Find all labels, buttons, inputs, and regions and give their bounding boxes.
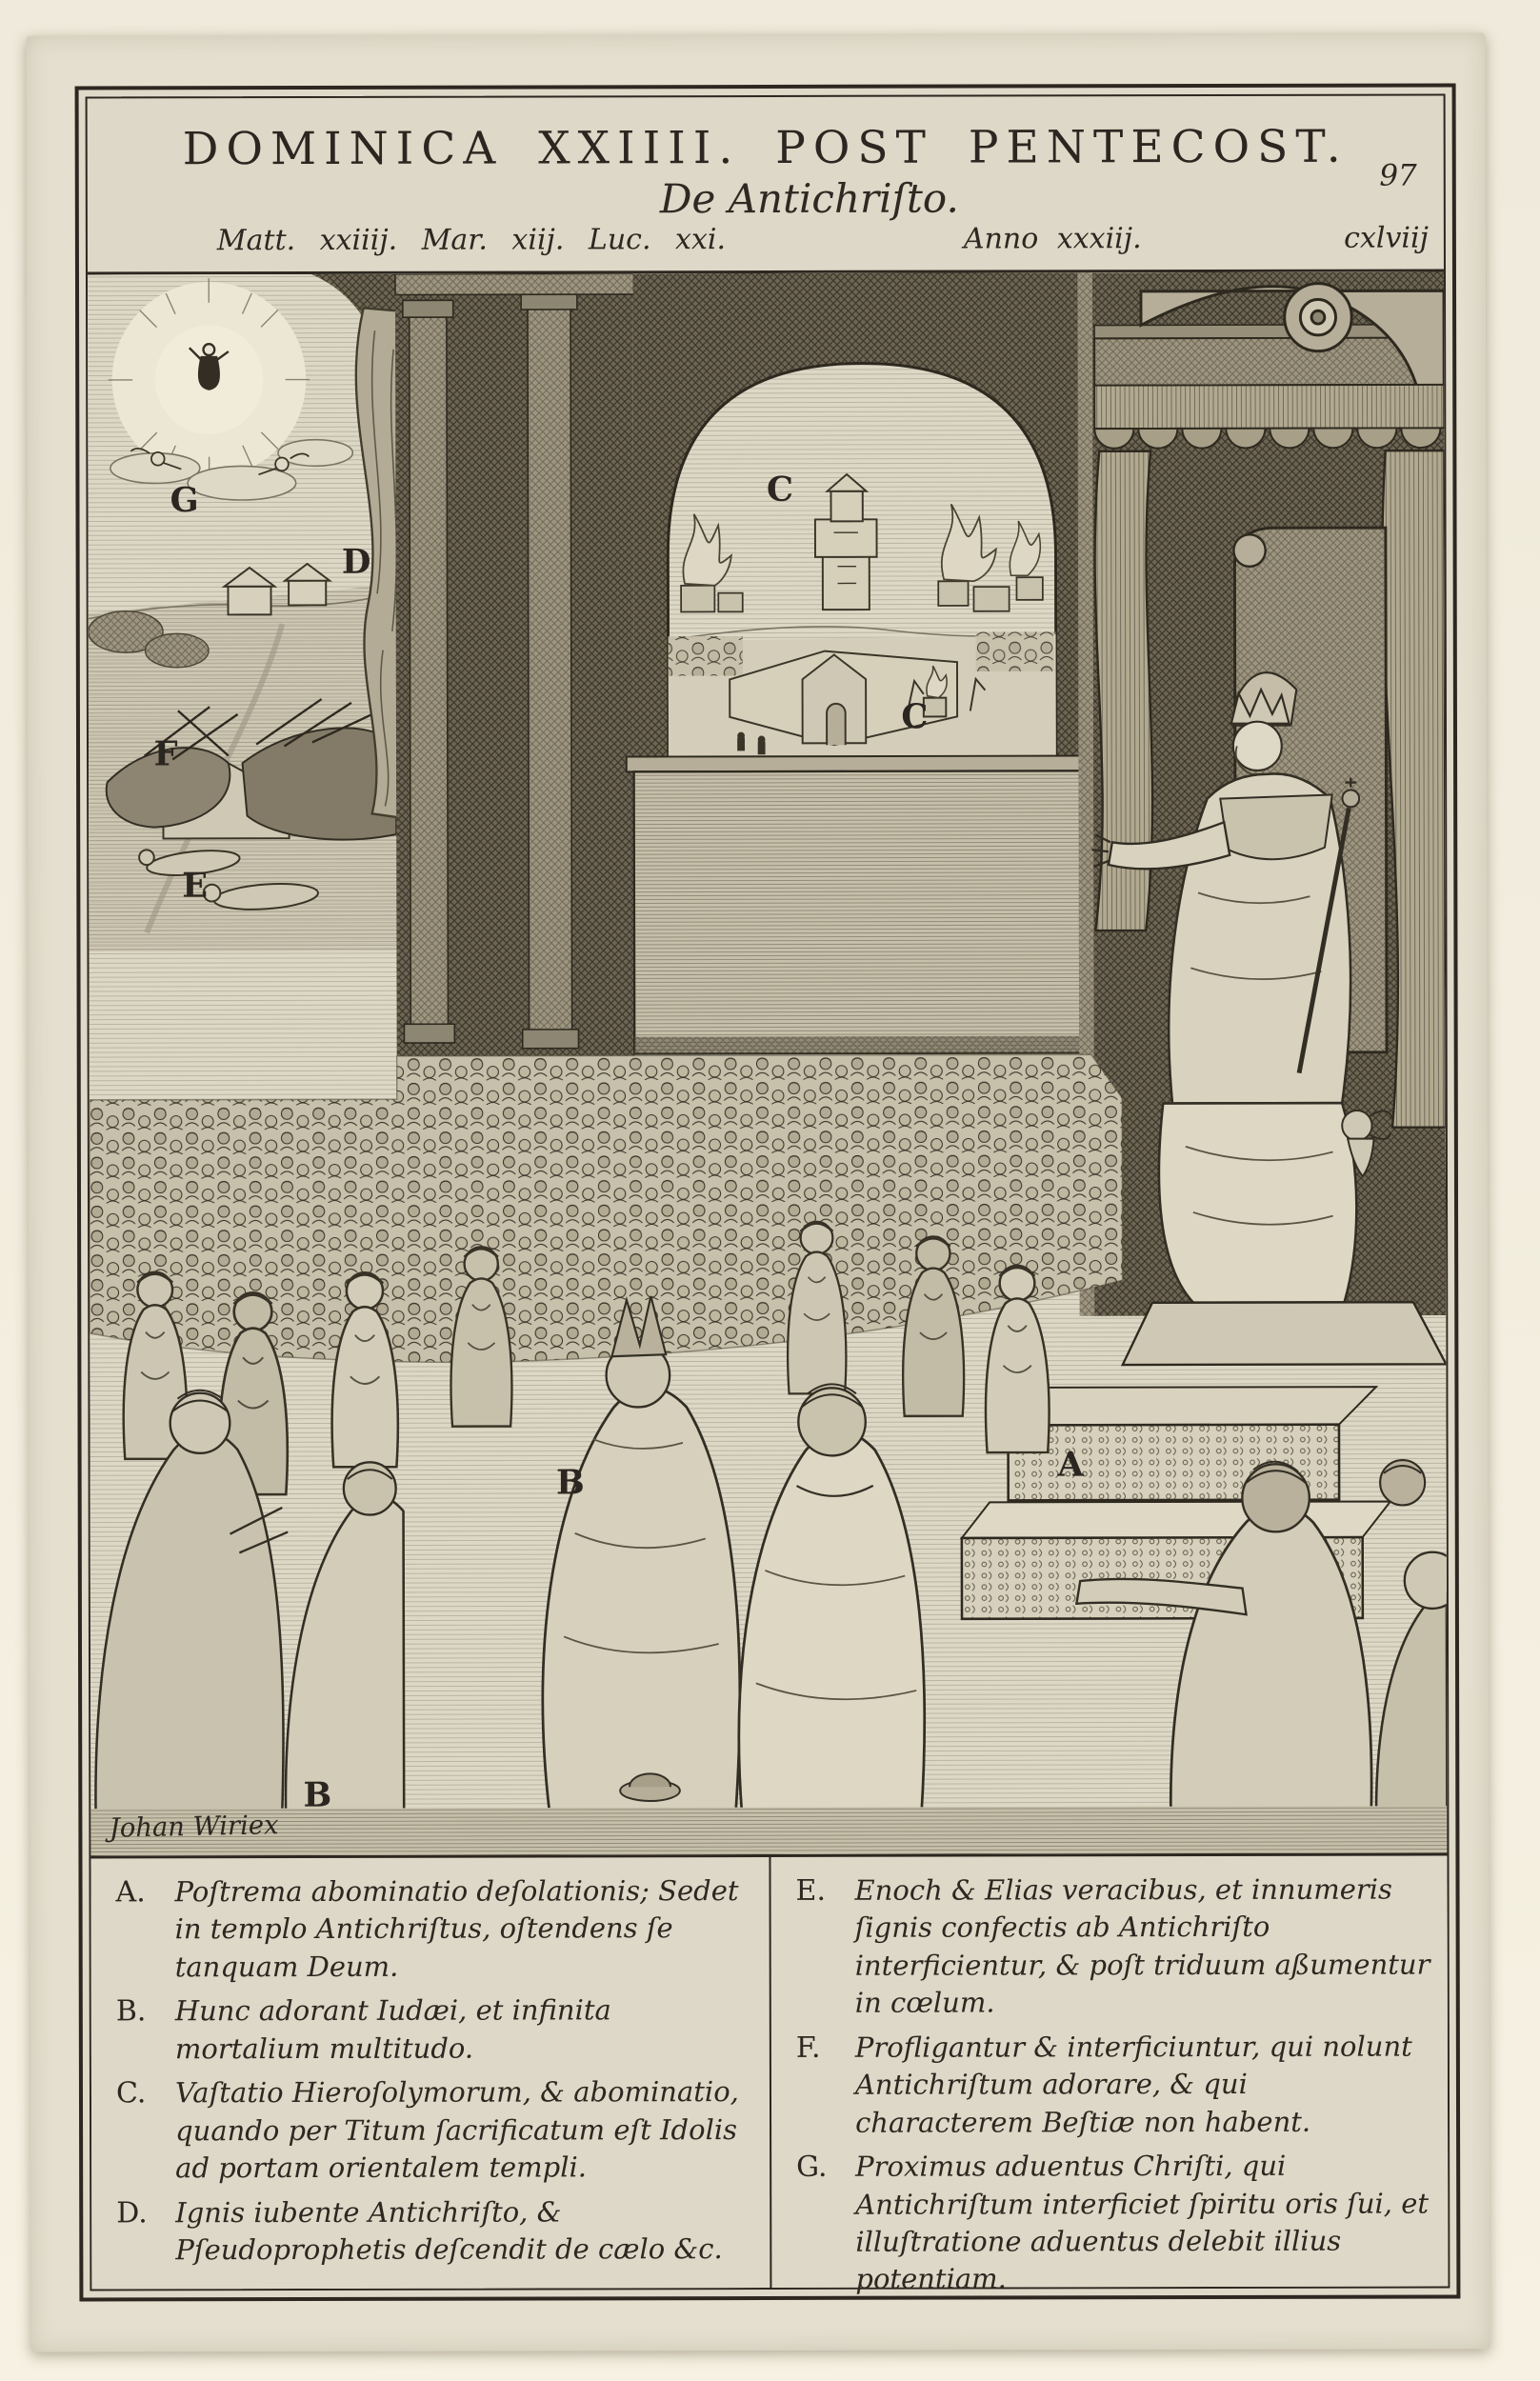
legend-letter: A. <box>115 1875 146 1910</box>
engraving-panel <box>88 271 1447 1858</box>
scripture-references: Matt. xxiiij. Mar. xiij. Luc. xxi. <box>216 223 727 258</box>
folio-number: cxlviij <box>1344 221 1429 255</box>
scene-letter-e: E <box>182 866 209 906</box>
legend-entry-g <box>796 2148 1430 2299</box>
army-right <box>975 631 1053 671</box>
scene-letter-b-front: B <box>303 1775 332 1815</box>
central-arch <box>633 272 1091 767</box>
head <box>1233 722 1282 770</box>
legend-letter: E. <box>795 1873 827 1908</box>
legend-entry-e <box>795 1871 1430 2023</box>
scene-letter-f: F <box>153 734 178 774</box>
scene-letter-c-sky: C <box>766 470 794 510</box>
scene-letter-d: D <box>341 542 371 582</box>
scene-letter-a: A <box>1057 1445 1084 1485</box>
legend-entry-d <box>116 2193 752 2270</box>
legend-text: Proximus aduentus Chriſti, qui Antichriſtum interficiet ſpiritu oris ſui, et illuſtratione aduentus delebit illius potentiam. <box>855 2149 1430 2296</box>
plate-inner-border <box>86 93 1450 2296</box>
legend-entry-b <box>116 1991 752 2068</box>
legend-entry-a <box>115 1872 751 1987</box>
print-sheet <box>26 32 1490 2351</box>
legend-letter: G. <box>796 2150 828 2184</box>
legend-letter: F. <box>795 2031 821 2065</box>
legend-letter: C. <box>115 2076 147 2111</box>
title-block <box>88 95 1444 274</box>
engraving-scene <box>88 271 1447 1855</box>
lap-drape <box>1159 1103 1357 1303</box>
engraved-plate-border <box>75 83 1461 2301</box>
legend-letter: B. <box>115 1994 147 2029</box>
left-vignette <box>88 274 396 951</box>
legend-entry-f <box>796 2028 1430 2142</box>
legend-text: Poſtrema abominatio deſolationis; Sedet in templo Antichriſtus, oſtendens ſe tanquam Deum. <box>174 1874 739 1984</box>
legend-text: Profligantur & interficiuntur, qui nolunt Antichriſtum adorare, & qui characterem Beſtiæ non habent. <box>854 2030 1412 2139</box>
parapet <box>627 756 1099 1054</box>
legend-block <box>90 1855 1448 2296</box>
legend-text: Hunc adorant Iudæi, et infinita mortalium multitudo. <box>174 1993 611 2066</box>
legend-column-left <box>90 1857 770 2289</box>
scripture-references-row <box>88 221 1444 266</box>
legend-text: Ignis iubente Antichriſto, & Pſeudoprophetis deſcendit de cælo &c. <box>175 2194 723 2267</box>
page-title: DOMINICA XXIIII. POST PENTECOST. <box>182 120 1349 176</box>
scene-letter-g: G <box>170 480 199 521</box>
legend-entry-c <box>116 2073 752 2188</box>
army-left <box>665 636 743 676</box>
page-number: 97 <box>1379 158 1417 193</box>
scene-letter-c-gate: C <box>901 697 929 737</box>
scene-letter-b-mid: B <box>555 1463 585 1503</box>
legend-letter: D. <box>116 2195 148 2230</box>
legend-text: Enoch & Elias veracibus, et innumeris ſignis confectis ab Antichriſto interficientur, & poſt triduum aßumentur in cœlum. <box>854 1872 1430 2020</box>
page-subtitle: De Antichriſto. <box>659 174 959 223</box>
engraver-signature: Johan Wiriex <box>109 1810 279 1844</box>
legend-column-right <box>769 1855 1448 2296</box>
legend-text: Vaſtatio Hieroſolymorum, & abominatio, quando per Titum ſacrificatum eſt Idolis ad portam orientalem templi. <box>174 2075 739 2185</box>
anno-label: Anno xxxiij. <box>963 222 1142 256</box>
